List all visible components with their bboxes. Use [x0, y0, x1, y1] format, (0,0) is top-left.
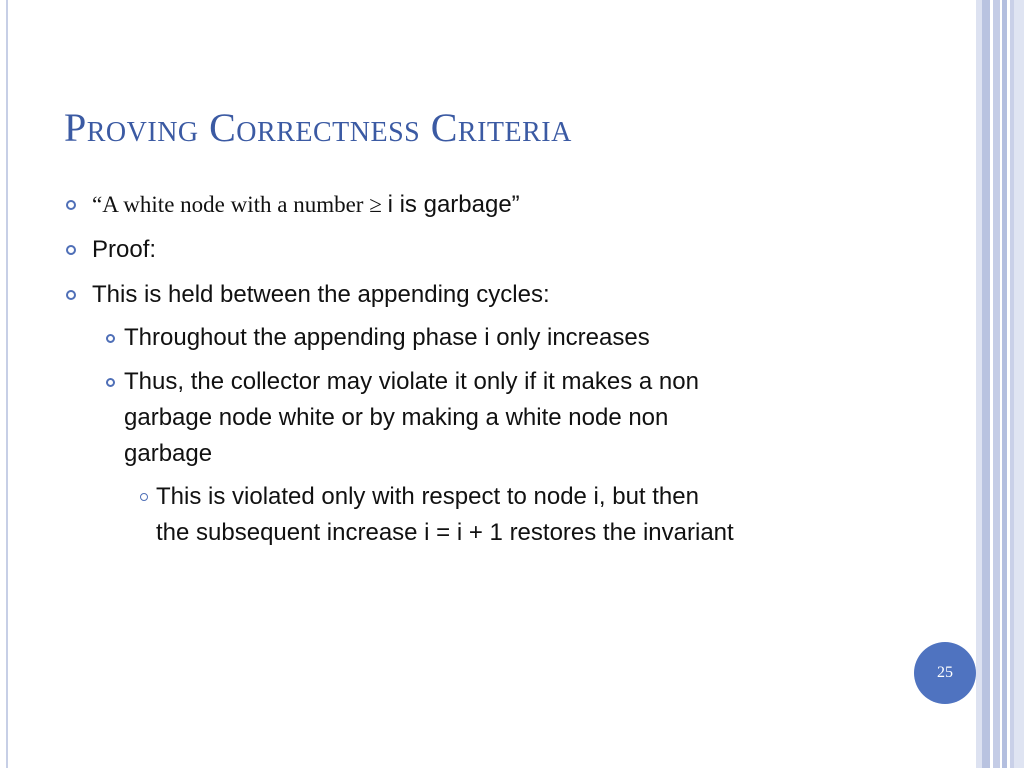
bullet-ring-icon	[106, 334, 115, 343]
bullet-ring-icon	[66, 290, 76, 300]
bullet-text-sans: i is garbage”	[387, 191, 520, 218]
decorative-side-strip	[982, 0, 990, 768]
bullet-ring-icon	[66, 200, 76, 210]
bullet-text-line: garbage	[124, 440, 213, 467]
page-number-badge	[914, 642, 976, 704]
bullet-text-line: This is violated only with respect to node i, but then	[156, 483, 699, 510]
bullet-text: Proof:	[92, 236, 157, 263]
bullet-item	[92, 277, 550, 313]
bullet-ring-icon	[106, 378, 115, 387]
bullet-item	[124, 364, 699, 472]
bullet-item	[124, 320, 650, 356]
bullet-item	[92, 187, 520, 223]
bullet-text: This is held between the appending cycles:	[92, 281, 550, 308]
bullet-text-line: garbage node white or by making a white node non	[124, 404, 669, 431]
bullet-item	[156, 479, 734, 551]
page-number: 25	[937, 664, 953, 681]
bullet-text-line: Thus, the collector may violate it only if it makes a non	[124, 368, 699, 395]
bullet-text-line: the subsequent increase i = i + 1 restores the invariant	[156, 519, 734, 546]
slide-title: Proving Correctness Criteria	[64, 105, 572, 150]
bullet-item	[92, 232, 156, 268]
left-border-rule	[6, 0, 8, 768]
decorative-side-strip	[993, 0, 1000, 768]
decorative-side-strip	[1014, 0, 1024, 768]
bullet-ring-icon	[140, 493, 148, 501]
bullet-text-serif: “A white node with a number ≥	[92, 192, 388, 217]
bullet-text: Throughout the appending phase i only increases	[124, 324, 650, 351]
bullet-ring-icon	[66, 245, 76, 255]
